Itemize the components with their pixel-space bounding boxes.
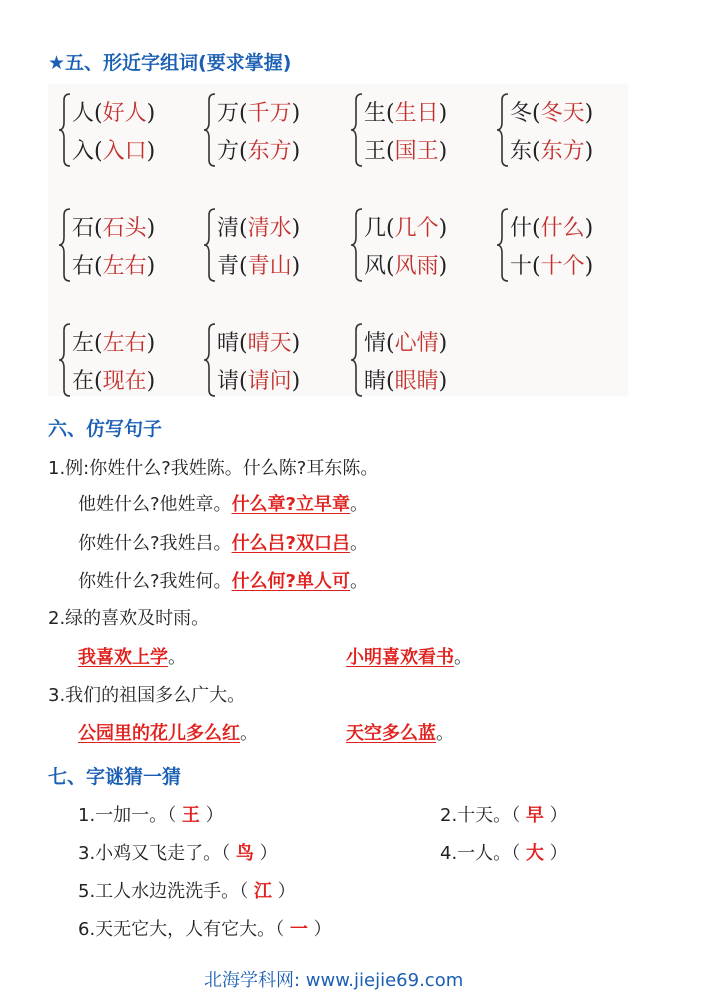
- char: 万: [217, 101, 240, 126]
- char-row: 风(风雨): [364, 254, 448, 279]
- riddle-1: 1.一加一。（ 王 ）: [78, 805, 224, 826]
- char: 王: [364, 139, 387, 164]
- riddle-question-5: 5.工人水边洗洗手。: [78, 881, 240, 902]
- word: 入口: [102, 139, 147, 164]
- word: 石头: [102, 216, 147, 241]
- brace-icon: [203, 207, 217, 283]
- char-group: [58, 205, 198, 285]
- section5-title: 五、形近字组词(要求掌握): [65, 52, 292, 74]
- q1-period-2: 。: [350, 533, 369, 554]
- word: 左右: [102, 331, 147, 356]
- char-group: [58, 320, 198, 400]
- char-group: [350, 205, 490, 285]
- q2-answer-1: 我喜欢上学: [78, 647, 168, 668]
- char-row: 在(现在): [72, 369, 156, 394]
- q2-answer-2-line: [346, 643, 472, 669]
- brace-icon: [350, 207, 364, 283]
- char-group: [203, 205, 343, 285]
- char: 几: [364, 216, 387, 241]
- char-row: 左(左右): [72, 331, 156, 356]
- char-row: 右(左右): [72, 254, 156, 279]
- q2-answer-2: 小明喜欢看书: [346, 647, 454, 668]
- char-row: 睛(眼睛): [364, 369, 448, 394]
- char: 生: [364, 101, 387, 126]
- riddle-2: 2.十天。（ 早 ）: [440, 805, 568, 826]
- q1-answer-1: 什么章?立早章: [231, 494, 351, 515]
- brace-icon: [58, 207, 72, 283]
- char: 方: [217, 139, 240, 164]
- riddle-6: 6.天无它大，人有它大。（ 一 ）: [78, 919, 332, 940]
- char-row: 人(好人): [72, 101, 156, 126]
- char: 睛: [364, 369, 387, 394]
- word: 生日: [394, 101, 439, 126]
- question-3: 3.我们的祖国多么广大。: [48, 685, 246, 706]
- char-group: [496, 90, 636, 170]
- char-row: 清(清水): [217, 216, 301, 241]
- riddle-question-1: 1.一加一。: [78, 805, 168, 826]
- char-row: 晴(晴天): [217, 331, 301, 356]
- similar-characters-panel: [48, 84, 628, 396]
- char-row: 万(千万): [217, 101, 301, 126]
- char: 晴: [217, 331, 240, 356]
- char-row: 方(东方): [217, 139, 301, 164]
- char-group: [496, 205, 636, 285]
- char-group: [350, 90, 490, 170]
- char: 东: [510, 139, 533, 164]
- brace-icon: [58, 92, 72, 168]
- char: 左: [72, 331, 95, 356]
- riddle-answer-5: 江: [253, 881, 272, 902]
- q1-period-1: 。: [350, 494, 369, 515]
- char-row: 情(心情): [364, 331, 448, 356]
- question-2: 2.绿的喜欢及时雨。: [48, 608, 210, 629]
- word: 左右: [102, 254, 147, 279]
- q2-period-1: 。: [168, 647, 186, 668]
- char-row: 石(石头): [72, 216, 156, 241]
- q1-line-3: [78, 567, 368, 593]
- q1-prompt-2: 你姓什么?我姓吕。: [78, 533, 232, 554]
- char: 石: [72, 216, 95, 241]
- brace-icon: [350, 92, 364, 168]
- char-row: 王(国王): [364, 139, 448, 164]
- brace-icon: [58, 322, 72, 398]
- word: 什么: [540, 216, 585, 241]
- section7-title: 七、字谜猜一猜: [48, 766, 182, 788]
- q3-answer-1: 公园里的花儿多么红: [78, 723, 240, 744]
- q2-period-2: 。: [454, 647, 472, 668]
- footer-watermark: 北海学科网: www.jiejie69.com: [204, 970, 464, 991]
- word: 十个: [540, 254, 585, 279]
- riddle-3: 3.小鸡又飞走了。（ 鸟 ）: [78, 843, 278, 864]
- word: 晴天: [247, 331, 292, 356]
- char: 在: [72, 369, 95, 394]
- riddle-answer-3: 鸟: [235, 843, 254, 864]
- q1-line-1: [78, 490, 368, 516]
- brace-icon: [203, 92, 217, 168]
- q1-line-2: [78, 529, 368, 555]
- char-group: [350, 320, 490, 400]
- riddle-question-4: 4.一人。: [440, 843, 512, 864]
- q3-answer-2-line: [346, 719, 454, 745]
- word: 东方: [247, 139, 292, 164]
- riddle-answer-6: 一: [289, 919, 308, 940]
- riddle-answer-2: 早: [525, 805, 544, 826]
- riddle-question-6: 6.天无它大，人有它大。: [78, 919, 276, 940]
- char-row: 十(十个): [510, 254, 594, 279]
- char-row: 入(入口): [72, 139, 156, 164]
- riddle-question-3: 3.小鸡又飞走了。: [78, 843, 222, 864]
- q1-prompt-3: 你姓什么?我姓何。: [78, 571, 232, 592]
- q3-period-1: 。: [240, 723, 258, 744]
- char: 入: [72, 139, 95, 164]
- q2-answer-1-line: [78, 643, 186, 669]
- char-row: 什(什么): [510, 216, 594, 241]
- char: 风: [364, 254, 387, 279]
- word: 东方: [540, 139, 585, 164]
- char-row: 青(青山): [217, 254, 301, 279]
- question-1: 1.例:你姓什么?我姓陈。什么陈?耳东陈。: [48, 458, 379, 479]
- char-group: [203, 90, 343, 170]
- q3-answer-2: 天空多么蓝: [346, 723, 436, 744]
- char-row: 请(请问): [217, 369, 301, 394]
- word: 现在: [102, 369, 147, 394]
- riddle-question-2: 2.十天。: [440, 805, 512, 826]
- word: 心情: [394, 331, 439, 356]
- char: 请: [217, 369, 240, 394]
- q1-answer-2: 什么吕?双口吕: [231, 533, 351, 554]
- riddle-4: 4.一人。（ 大 ）: [440, 843, 568, 864]
- char-row: 东(东方): [510, 139, 594, 164]
- word: 请问: [247, 369, 292, 394]
- word: 清水: [247, 216, 292, 241]
- q1-period-3: 。: [350, 571, 369, 592]
- word: 冬天: [540, 101, 585, 126]
- char: 人: [72, 101, 95, 126]
- char: 青: [217, 254, 240, 279]
- word: 风雨: [394, 254, 439, 279]
- section5-heading: [48, 48, 291, 75]
- q3-period-2: 。: [436, 723, 454, 744]
- star-icon: ★: [48, 52, 66, 74]
- riddle-answer-1: 王: [181, 805, 200, 826]
- q1-answer-3: 什么何?单人可: [231, 571, 351, 592]
- word: 几个: [394, 216, 439, 241]
- brace-icon: [496, 207, 510, 283]
- riddle-answer-4: 大: [525, 843, 544, 864]
- riddle-5: 5.工人水边洗洗手。（ 江 ）: [78, 881, 296, 902]
- char: 右: [72, 254, 95, 279]
- word: 好人: [102, 101, 147, 126]
- char: 清: [217, 216, 240, 241]
- word: 千万: [247, 101, 292, 126]
- word: 眼睛: [394, 369, 439, 394]
- char: 什: [510, 216, 533, 241]
- q1-prompt-1: 他姓什么?他姓章。: [78, 494, 232, 515]
- word: 青山: [247, 254, 292, 279]
- char-row: 冬(冬天): [510, 101, 594, 126]
- brace-icon: [203, 322, 217, 398]
- char: 情: [364, 331, 387, 356]
- brace-icon: [496, 92, 510, 168]
- brace-icon: [350, 322, 364, 398]
- word: 国王: [394, 139, 439, 164]
- char-row: 生(生日): [364, 101, 448, 126]
- char-group: [203, 320, 343, 400]
- char: 十: [510, 254, 533, 279]
- char-row: 几(几个): [364, 216, 448, 241]
- section6-title: 六、仿写句子: [48, 418, 163, 440]
- char-group: [58, 90, 198, 170]
- char: 冬: [510, 101, 533, 126]
- q3-answer-1-line: [78, 719, 258, 745]
